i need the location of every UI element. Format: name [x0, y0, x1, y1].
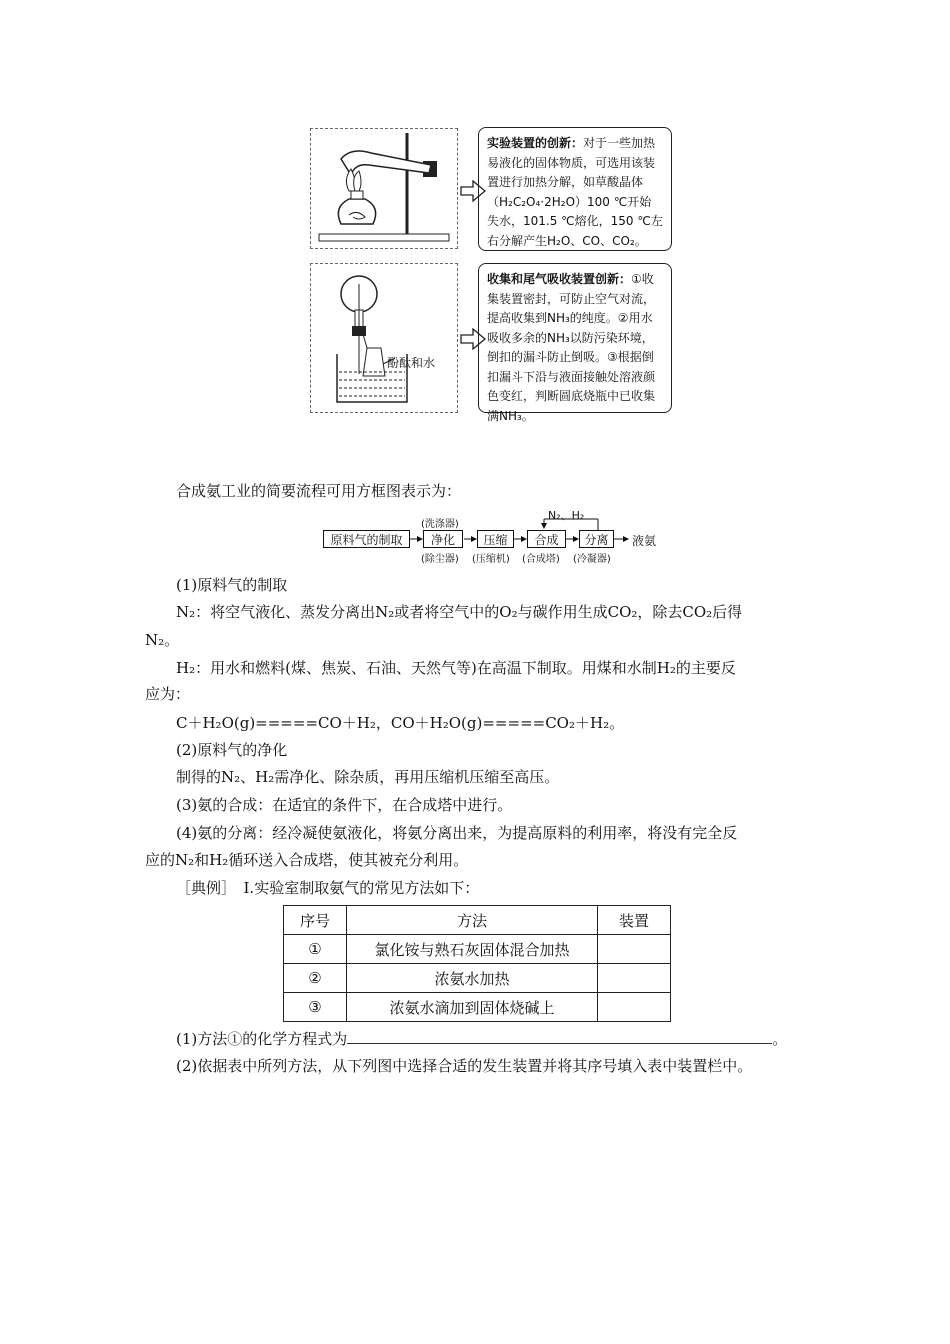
section-2-title: (2)原料气的净化 [176, 741, 288, 759]
collection-apparatus-drawing [311, 264, 456, 411]
section-2-text: 制得的N₂、H₂需净化、除杂质，再用压缩机压缩至高压。 [176, 768, 560, 786]
apparatus-note-1 [478, 127, 672, 251]
flow-label-dust: (除尘器) [421, 554, 459, 565]
methods-table [283, 905, 671, 1022]
flow-label-compressor: (压缩机) [472, 554, 510, 565]
flow-step-synthesis: 合成 [527, 530, 566, 548]
answer-blank[interactable] [347, 1029, 772, 1044]
cell-apparatus[interactable] [598, 993, 671, 1022]
apparatus-figure-2 [310, 263, 458, 413]
flow-step-raw-gas: 原料气的制取 [323, 530, 410, 548]
apparatus-figure-1 [310, 128, 458, 249]
note-1-text: 对于一些加热易液化的固体物质，可选用该装置进行加热分解，如草酸晶体（H₂C₂O₄·2H₂O）100 ℃开始失水，101.5 ℃熔化，150 ℃左右分解产生H₂O、CO、CO₂。 [487, 136, 663, 248]
section-4-text-a: (4)氨的分离：经冷凝使氨液化，将氨分离出来，为提高原料的利用率，将没有完全反 [176, 824, 738, 842]
apparatus-note-2 [478, 263, 672, 423]
table-row [284, 993, 671, 1022]
cell-apparatus[interactable] [598, 935, 671, 964]
section-3-text: (3)氨的合成：在适宜的条件下，在合成塔中进行。 [176, 796, 513, 814]
cell-index: ③ [284, 993, 347, 1022]
flow-step-compress: 压缩 [477, 530, 514, 548]
reaction-equation: C＋H₂O(g)=====CO＋H₂，CO＋H₂O(g)=====CO₂＋H₂。 [176, 714, 625, 732]
cell-method: 浓氨水加热 [347, 964, 598, 993]
flow-step-purify: 净化 [423, 530, 463, 548]
table-row [284, 935, 671, 964]
question-2: (2)依据表中所列方法，从下列图中选择合适的发生装置并将其序号填入表中装置栏中。 [176, 1057, 753, 1075]
header-method: 方法 [347, 906, 598, 935]
flow-step-separate: 分离 [579, 530, 614, 548]
n2-text-a: N₂：将空气液化、蒸发分离出N₂或者将空气中的O₂与碳作用生成CO₂，除去CO₂后得 [176, 603, 743, 621]
flow-product: 液氨 [632, 534, 657, 548]
question-1-suffix: 。 [772, 1030, 788, 1048]
table-header-row [284, 906, 671, 935]
heating-apparatus-drawing [311, 129, 456, 247]
cell-apparatus[interactable] [598, 964, 671, 993]
question-1 [176, 1029, 787, 1049]
note-1-title: 实验装置的创新： [487, 136, 584, 150]
note-2-text: ①收集装置密封，可防止空气对流，提高收集到NH₃的纯度。②用水吸收多余的NH₃以防污染环境，倒扣的漏斗防止倒吸。③根据倒扣漏斗下沿与液面接触处溶液颜色变红，判断圆底烧瓶中已收集满NH₃。 [487, 272, 656, 423]
cell-index: ② [284, 964, 347, 993]
cell-method: 氯化铵与熟石灰固体混合加热 [347, 935, 598, 964]
header-index: 序号 [284, 906, 347, 935]
flow-label-washer: (洗涤器) [421, 519, 459, 530]
flow-label-condenser: (冷凝器) [573, 554, 611, 565]
flow-label-recycle: N₂、H₂ [548, 509, 585, 522]
n2-text-b: N₂。 [145, 631, 180, 649]
flow-label-tower: (合成塔) [522, 554, 560, 565]
table-row [284, 964, 671, 993]
header-apparatus: 装置 [598, 906, 671, 935]
cell-index: ① [284, 935, 347, 964]
flow-intro: 合成氨工业的简要流程可用方框图表示为： [176, 482, 462, 500]
section-4-text-b: 应的N₂和H₂循环送入合成塔，使其被充分利用。 [145, 851, 469, 869]
cell-method: 浓氨水滴加到固体烧碱上 [347, 993, 598, 1022]
h2-text-a: H₂：用水和燃料(煤、焦炭、石油、天然气等)在高温下制取。用煤和水制H₂的主要反 [176, 659, 736, 677]
beaker-label: 酚酞和水 [387, 356, 436, 370]
example-heading: ［典例］ Ⅰ.实验室制取氨气的常见方法如下： [176, 879, 480, 897]
section-1-title: (1)原料气的制取 [176, 576, 288, 594]
note-2-title: 收集和尾气吸收装置创新： [487, 272, 632, 286]
h2-text-b: 应为： [145, 685, 191, 703]
question-1-prefix: (1)方法①的化学方程式为 [176, 1030, 348, 1048]
